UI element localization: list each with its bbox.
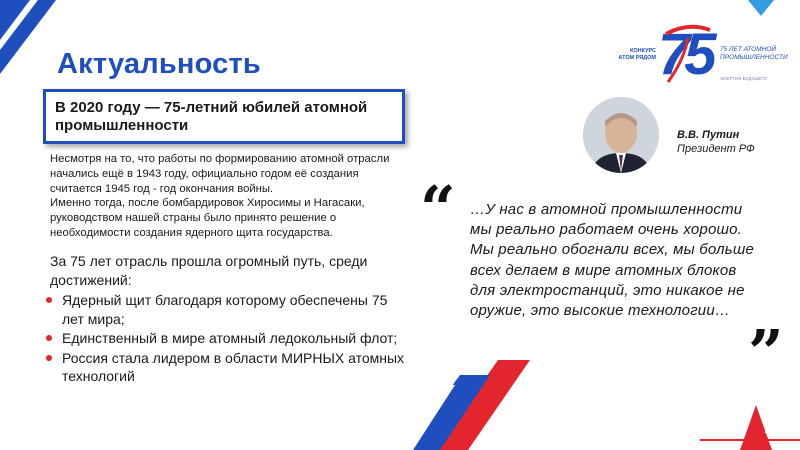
close-quote-icon: ” [748,316,784,389]
intro-paragraph: Несмотря на то, что работы по формированию атомной отрасли начались ещё в 1943 году, официально годом её создания считается 1945 год - год окончания войны. [50,153,390,195]
page-title: Актуальность [57,48,261,80]
list-item-text: Единственный в мире атомный ледокольный флот; [62,330,398,346]
list-item-text: Ядерный щит благодаря которому обеспечены 75 лет мира; [62,292,388,327]
intro-text [50,152,410,241]
decor-bottom-right [700,400,800,450]
decor-left-white-stripe [395,380,455,450]
logo-number: 75 [658,22,711,87]
author-photo [583,97,659,173]
bullet-icon [46,355,52,361]
list-item-text: Россия стала лидером в области МИРНЫХ атомных технологий [62,349,405,384]
bullet-icon [46,335,52,341]
list-item [46,291,406,328]
quote-author [677,128,755,156]
logo-sub-text: ЭНЕРГИЯ БУДУЩЕГО [720,76,768,81]
logo-right-text: 75 ЛЕТ АТОМНОЙ ПРОМЫШЛЕННОСТИ [720,46,788,61]
list-item [46,349,406,386]
logo-left-text: КОНКУРС АТОМ РЯДОМ [618,48,656,61]
anniversary-highlight: В 2020 году — 75-летний юбилей атомной промышленности [43,89,405,144]
anniversary-logo [618,20,793,95]
open-quote-icon: “ [420,172,456,245]
bullet-icon [46,297,52,303]
intro-paragraph: Именно тогда, после бомбардировок Хиросимы и Нагасаки, руководством нашей страны было принято решение о необходимости создания ядерного щита государства. [50,197,365,239]
logo-swoosh [658,20,718,90]
author-name: В.В. Путин [677,129,740,141]
author-title: Президент РФ [677,143,755,155]
page-number: 2 [764,422,771,436]
decor-top-right-triangle [748,0,774,18]
list-item [46,329,406,348]
quote-text: …У нас в атомной промышленности мы реально работаем очень хорошо. Мы реально обогнали всех, мы больше всех делаем в мире атомных блоков для электростанций, это никакое не оружие, это высокие технологии… [470,201,755,320]
achievements-list [46,291,406,387]
portrait-icon [583,97,659,173]
achievements-lead: За 75 лет отрасль прошла огромный путь, среди достижений: [50,253,368,288]
